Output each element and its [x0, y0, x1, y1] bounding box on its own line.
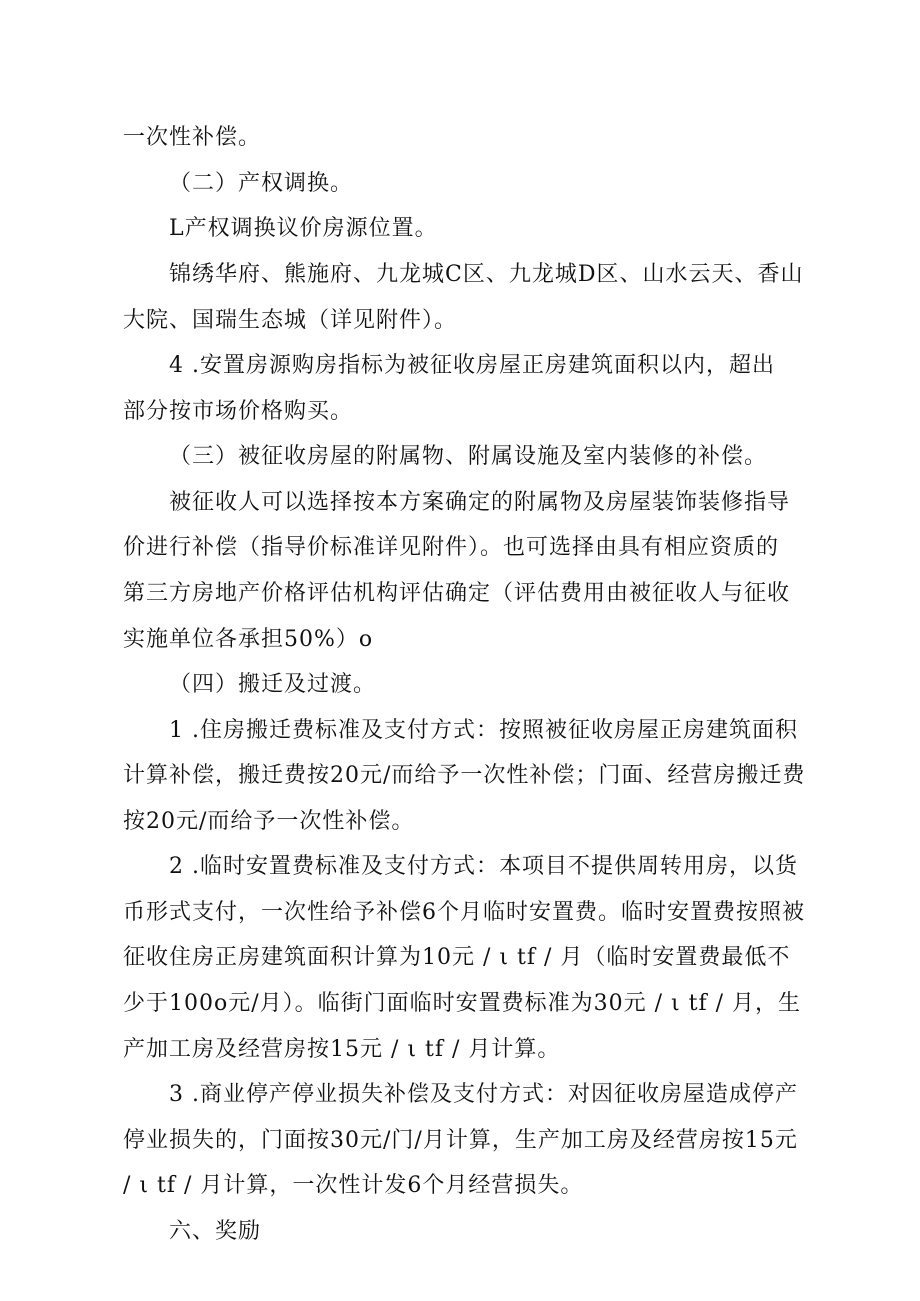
section-heading: （四）搬迁及过渡。 [169, 672, 377, 697]
paragraph-line: 3 .商业停产停业损失补偿及支付方式：对因征收房屋造成停产 [169, 1082, 798, 1107]
paragraph-line: 第三方房地产价格评估机构评估确定（评估费用由被征收人与征收 [123, 581, 791, 606]
paragraph-line: 少于100o元/月）。临街门面临时安置费标准为30元 / ι tf / 月，生 [123, 991, 802, 1016]
paragraph-line: 计算补偿，搬迁费按20元/而给予一次性补偿；门面、经营房搬迁费 [123, 763, 806, 788]
paragraph-line: 征收住房正房建筑面积计算为10元 / ι tf / 月（临时安置费最低不 [123, 945, 791, 970]
paragraph-line: 价进行补偿（指导价标准详见附件）。也可选择由具有相应资质的 [123, 535, 780, 560]
section-heading: （二）产权调换。 [169, 171, 354, 196]
paragraph-line: / ι tf / 月计算，一次性计发6个月经营损失。 [123, 1173, 584, 1198]
paragraph-line: 1 .住房搬迁费标准及支付方式：按照被征收房屋正房建筑面积 [169, 718, 798, 743]
section-heading: 六、奖励 [169, 1219, 262, 1244]
paragraph-line: 按20元/而给予一次性补偿。 [123, 809, 415, 834]
paragraph-line: 实施单位各承担50%）o [123, 627, 374, 652]
paragraph-line: 币形式支付，一次性给予补偿6个月临时安置费。临时安置费按照被 [123, 900, 805, 925]
paragraph-line: 大院、国瑞生态城（详见附件）。 [123, 308, 458, 333]
paragraph-line: 被征收人可以选择按本方案确定的附属物及房屋装饰装修指导 [169, 490, 791, 515]
section-heading: （三）被征收房屋的附属物、附属设施及室内装修的补偿。 [169, 444, 768, 469]
paragraph-line: 2 .临时安置费标准及支付方式：本项目不提供周转用房，以货 [169, 854, 798, 879]
paragraph-line: 4 .安置房源购房指标为被征收房屋正房建筑面积以内，超出 [169, 353, 775, 378]
paragraph-line: 锦绣华府、熊施府、九龙城C区、九龙城D区、山水云天、香山 [169, 262, 804, 287]
paragraph-line: 产加工房及经营房按15元 / ι tf / 月计算。 [123, 1037, 561, 1062]
paragraph-line: 一次性补偿。 [123, 125, 262, 150]
paragraph-line: 停业损失的，门面按30元/门/月计算，生产加工房及经营房按15元 [123, 1128, 798, 1153]
paragraph-line: 部分按市场价格购买。 [123, 399, 354, 424]
subsection-heading: L产权调换议价房源位置。 [169, 216, 438, 241]
